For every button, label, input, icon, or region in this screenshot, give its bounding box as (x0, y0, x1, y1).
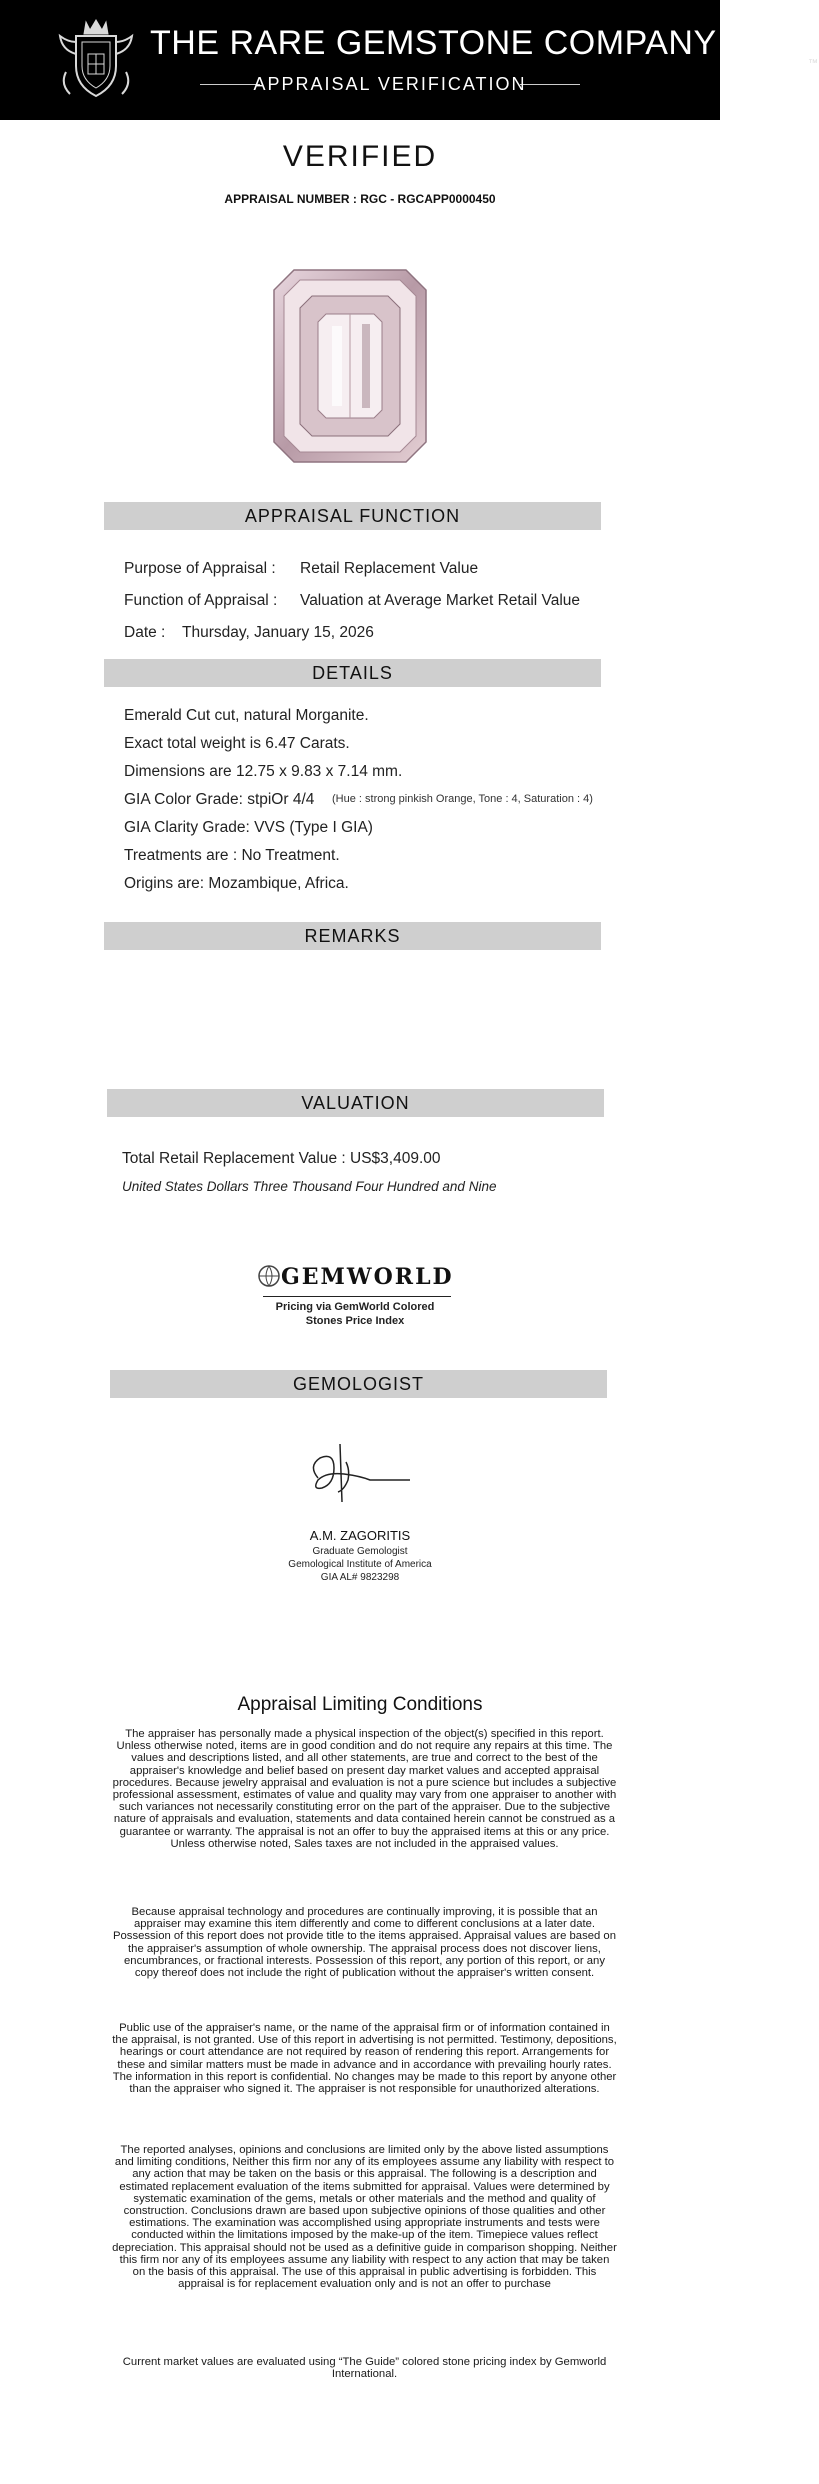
gemologist-title: Graduate Gemologist (312, 1546, 408, 1557)
detail-dimensions: Dimensions are 12.75 x 9.83 x 7.14 mm. (124, 763, 403, 780)
header-banner (0, 0, 819, 120)
gemworld-caption-line2: Stones Price Index (305, 1315, 405, 1327)
function-value: Valuation at Average Market Retail Value (300, 592, 581, 609)
gemologist-institute: Gemological Institute of America (288, 1559, 432, 1570)
value-in-words: United States Dollars Three Thousand Four Hundred and Nine (122, 1179, 497, 1194)
gemworld-caption (255, 1300, 455, 1328)
function-label: Function of Appraisal : (124, 592, 278, 609)
date-label: Date : (124, 624, 166, 641)
gemologist-signature (300, 1440, 440, 1510)
gemworld-caption-line1: Pricing via GemWorld Colored (275, 1301, 435, 1313)
crest-logo-icon (52, 14, 140, 104)
detail-color-note: (Hue : strong pinkish Orange, Tone : 4, Saturation : 4) (332, 793, 593, 805)
detail-clarity: GIA Clarity Grade: VVS (Type I GIA) (124, 819, 373, 836)
gemologist-name: A.M. ZAGORITIS (309, 1528, 411, 1543)
purpose-value: Retail Replacement Value (300, 560, 479, 577)
detail-weight: Exact total weight is 6.47 Carats. (124, 735, 350, 752)
section-remarks: REMARKS (104, 922, 601, 950)
total-value: Total Retail Replacement Value : US$3,409.00 (122, 1150, 441, 1167)
gemworld-logo (255, 1262, 455, 1332)
limiting-paragraph-4: The reported analyses, opinions and conclusions are limited only by the above listed assumptions and limiting conditions, Neither this firm nor any of its employees assume any liability with respect to any action that may be taken on the basis or this appraisal. The following is a description and estimated replacement evaluation of the items submitted for appraisal. Values were determined by systematic examination of the gems, metals or other materials and the method and quality of construction. Conclusions drawn are based upon subjective opinions of those qualities and other estimations. The examination was accomplished using appropriate instruments and tests were conducted within the limitations imposed by the make-up of the item. Timepiece values reflect depreciation. This appraisal should not be used as a definitive guide in comparison shopping. Neither this firm nor any of its employees assume any liability with respect to any action that may be taken on the basis of this appraisal. The use of this appraisal in public advertising is forbidden. This appraisal is for replacement evaluation only and is not an offer to purchase (112, 2144, 617, 2291)
detail-origins: Origins are: Mozambique, Africa. (124, 875, 349, 892)
section-appraisal-function: APPRAISAL FUNCTION (104, 502, 601, 530)
gemstone-image (270, 266, 430, 466)
detail-color-grade: GIA Color Grade: stpiOr 4/4 (124, 791, 315, 808)
limiting-paragraph-1: The appraiser has personally made a physical inspection of the object(s) specified in this report. Unless otherwise noted, items are in good condition and do not require any repairs at this time. The values and descriptions listed, and all other statements, are true and correct to the best of the appraiser's knowledge and belief based on present day market values and accepted appraisal procedures. Because jewelry appraisal and evaluation is not a pure science but includes a subjective professional assessment, estimates of value and quality may vary from one appraiser to another with such variances not necessarily constituting error on the part of the appraiser. Due to the subjective nature of appraisals and evaluation, statements and data contained herein cannot be construed as a guarantee or warranty. The appraisal is not an offer to buy the appraised items at this or any price. Unless otherwise noted, Sales taxes are not included in the appraised values. (112, 1728, 617, 1850)
gemworld-globe-icon (255, 1262, 281, 1290)
appraisal-number: APPRAISAL NUMBER : RGC - RGCAPP0000450 (224, 192, 496, 206)
date-value: Thursday, January 15, 2026 (182, 624, 374, 641)
limiting-paragraph-3: Public use of the appraiser's name, or the name of the appraisal firm or of information contained in the appraisal, is not granted. Use of this report in advertising is not permitted. Testimony, depositions, hearings or court attendance are not required by reason of rendering this report. Arrangements for these and similar matters must be made in advance and in accordance with prevailing hourly rates. The information in this report is confidential. No changes may be made to this report by anyone other than the appraiser who signed it. The appraiser is not responsible for unauthorized alterations. (112, 2022, 617, 2096)
limiting-paragraph-2: Because appraisal technology and procedures are continually improving, it is possible that an appraiser may examine this item differently and come to different conclusions at a later date. Possession of this report does not provide title to the items appraised. Appraisal values are based on the appraiser's assumption of whole ownership. The appraisal process does not discover liens, encumbrances, or fractional interests. Possession of this report, any portion of this report, or any copy thereof does not include the right of publication without the appraiser's written consent. (112, 1906, 616, 1980)
subtitle-text: APPRAISAL VERIFICATION (253, 74, 527, 94)
gemologist-license: GIA AL# 9823298 (320, 1572, 400, 1583)
limiting-conditions-title: Appraisal Limiting Conditions (237, 1694, 483, 1715)
limiting-paragraph-5: Current market values are evaluated using “The Guide” colored stone pricing index by Gemworld International. (122, 2356, 607, 2381)
section-gemologist: GEMOLOGIST (110, 1370, 607, 1398)
verified-status: VERIFIED (282, 140, 438, 173)
detail-cut: Emerald Cut cut, natural Morganite. (124, 707, 369, 724)
header-subtitle (200, 72, 580, 96)
detail-treatments: Treatments are : No Treatment. (124, 847, 340, 864)
purpose-label: Purpose of Appraisal : (124, 560, 276, 577)
section-details: DETAILS (104, 659, 601, 687)
trademark-symbol: ™ (808, 58, 819, 69)
section-valuation: VALUATION (107, 1089, 604, 1117)
gemworld-name: GEMWORLD (281, 1264, 454, 1290)
brand-name: THE RARE GEMSTONE COMPANY ™ (150, 24, 819, 69)
